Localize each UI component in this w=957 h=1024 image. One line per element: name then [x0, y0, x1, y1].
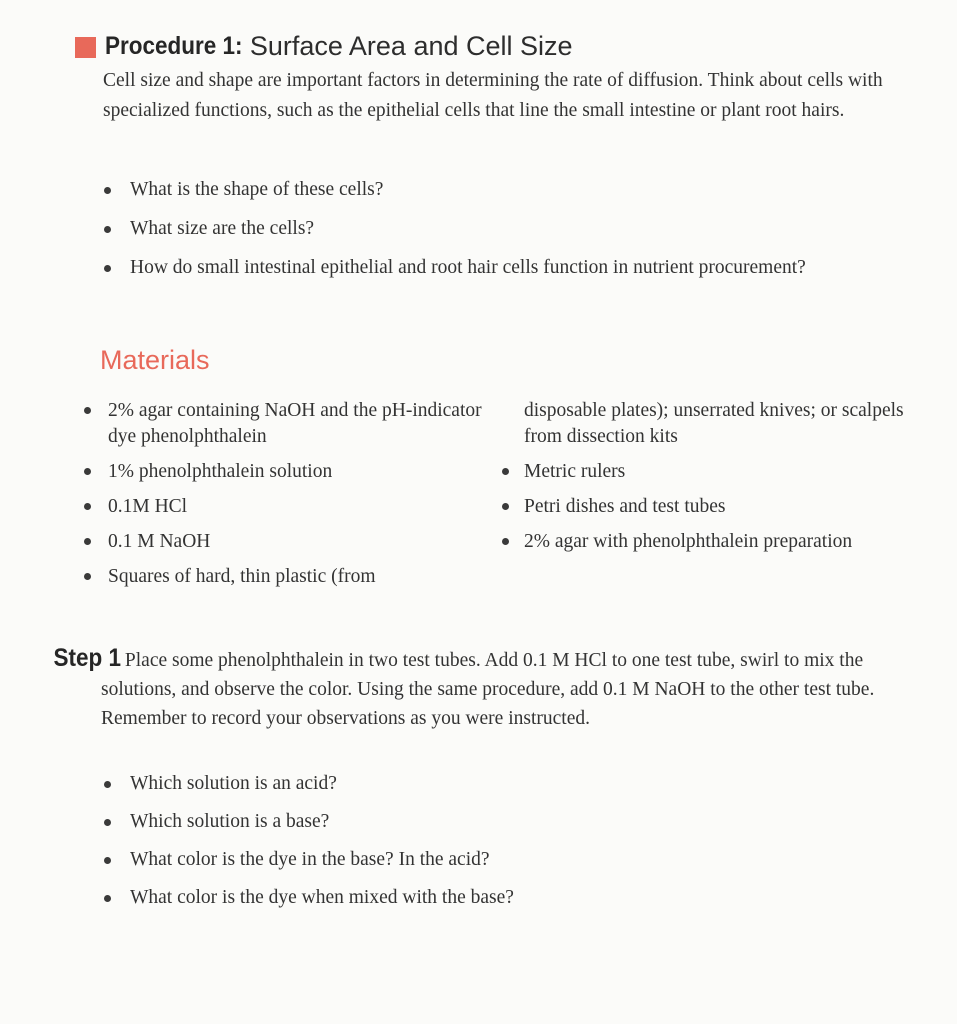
question-item: How do small intestinal epithelial and root hair cells function in nutrient procurement? [104, 254, 864, 282]
material-item: Petri dishes and test tubes [502, 494, 922, 520]
intro-paragraph: Cell size and shape are important factors in determining the rate of diffusion. Think about cells with specialized functions, such as the epithelial cells that line the small intestine or plant root hairs. [103, 70, 883, 121]
step-label: Step 1 [53, 644, 122, 672]
materials-list-left [84, 398, 484, 599]
intro-questions [104, 176, 864, 282]
section-marker-icon [75, 37, 96, 58]
materials-list-right [502, 398, 922, 564]
step-1-block [53, 644, 911, 733]
material-item: 2% agar containing NaOH and the pH-indicator dye phenolphthalein [84, 398, 484, 450]
material-item: Squares of hard, thin plastic (from [84, 564, 484, 590]
step-question-item: Which solution is an acid? [104, 770, 864, 798]
step-question-item: What color is the dye in the base? In the acid? [104, 846, 864, 874]
material-item-continuation: disposable plates); unserrated knives; or scalpels from dissection kits [524, 400, 904, 447]
question-item: What size are the cells? [104, 215, 864, 243]
procedure-title: Surface Area and Cell Size [249, 30, 573, 61]
procedure-label: Procedure 1: [105, 31, 243, 60]
material-item: Metric rulers [502, 459, 922, 485]
material-item: 0.1 M NaOH [84, 529, 484, 555]
material-item: 1% phenolphthalein solution [84, 459, 484, 485]
question-item: What is the shape of these cells? [104, 176, 864, 204]
materials-heading: Materials [100, 345, 210, 375]
material-item: 2% agar with phenolphthalein preparation [502, 529, 922, 555]
step-question-item: Which solution is a base? [104, 808, 864, 836]
procedure-header [75, 26, 573, 66]
step-question-item: What color is the dye when mixed with the base? [104, 884, 864, 912]
step-text: Place some phenolphthalein in two test tubes. Add 0.1 M HCl to one test tube, swirl to mix the solutions, and observe the color. Using the same procedure, add 0.1 M NaOH to the other test tube. Remember to record your observations as you were instructed. [101, 650, 875, 729]
step-1-questions [104, 770, 864, 922]
material-item: 0.1M HCl [84, 494, 484, 520]
